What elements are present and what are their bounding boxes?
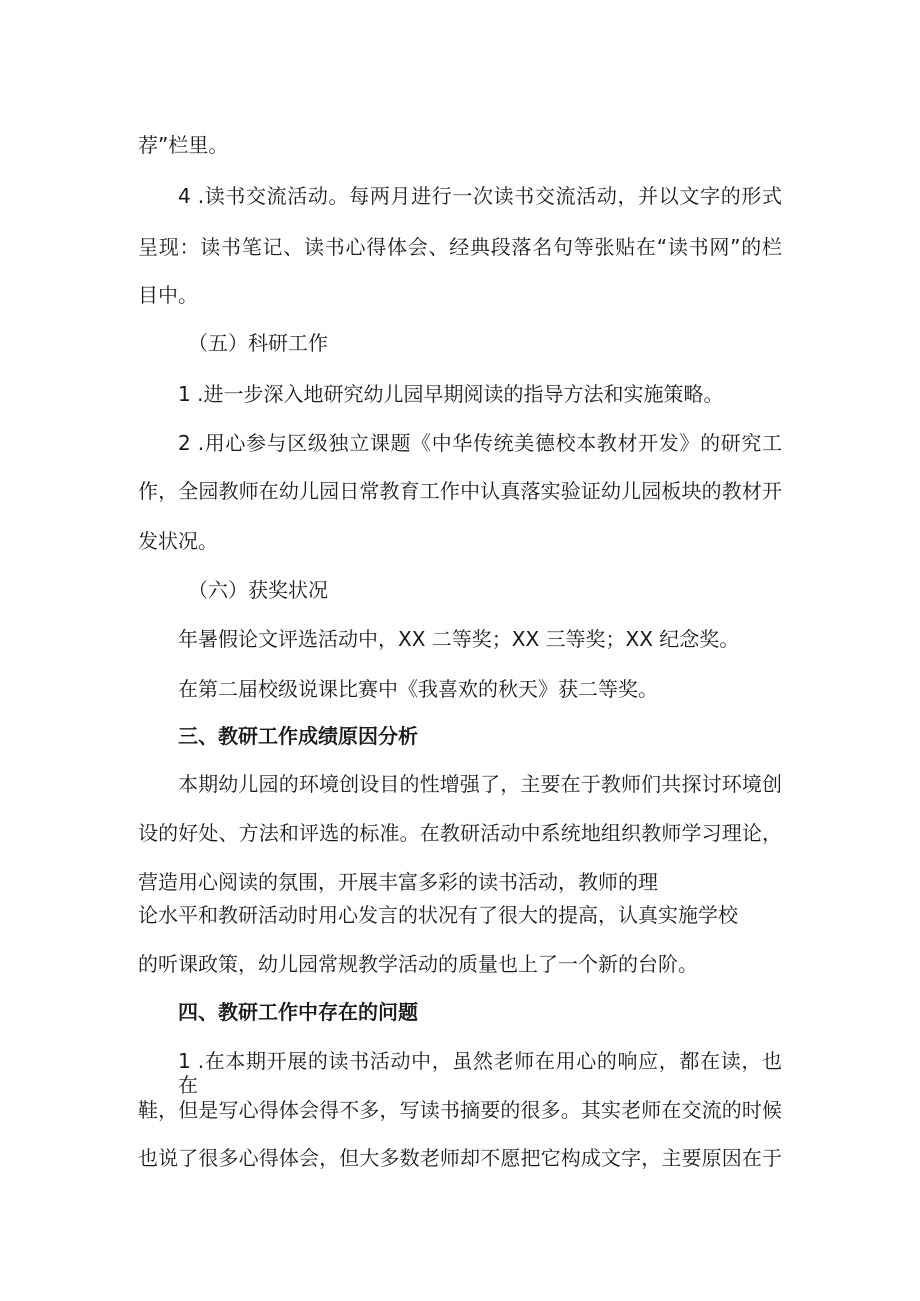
text-line-7: 2 .用心参与区级独立课题《中华传统美德校本教材开发》的研究工 [178, 431, 782, 455]
text-line-18: 的听课政策，幼儿园常规教学活动的质量也上了一个新的台阶。 [138, 952, 698, 976]
text-line-14: 本期幼儿园的环境创设目的性增强了，主要在于教师们共探讨环境创 [178, 772, 782, 796]
text-line-16: 营造用心阅读的氛围，开展丰富多彩的读书活动，教师的理 [138, 870, 658, 894]
section-heading-5: （五）科研工作 [188, 331, 328, 355]
text-line-2: 4 .读书交流活动。每两月进行一次读书交流活动，并以文字的形式 [178, 184, 782, 208]
section-heading-4: 四、教研工作中存在的问题 [178, 1000, 418, 1024]
text-line-22: 也说了很多心得体会，但大多数老师却不愿把它构成文字，主要原因在于 [138, 1146, 782, 1170]
text-line-6: 1 .进一步深入地研究幼儿园早期阅读的指导方法和实施策略。 [178, 382, 724, 406]
text-line-15: 设的好处、方法和评选的标准。在教研活动中系统地组织教师学习理论， [138, 821, 782, 845]
section-heading-6: （六）获奖状况 [188, 578, 328, 602]
text-line-8: 作，全园教师在幼儿园日常教育工作中认真落实验证幼儿园板块的教材开 [138, 479, 782, 503]
text-line-9: 发状况。 [138, 529, 218, 553]
text-line-3: 呈现：读书笔记、读书心得体会、经典段落名句等张贴在“读书网”的栏 [138, 235, 782, 259]
text-line-20: 1 .在本期开展的读书活动中，虽然老师在用心的响应，都在读，也在 [178, 1049, 782, 1097]
text-line-12: 在第二届校级说课比赛中《我喜欢的秋天》获二等奖。 [178, 677, 658, 701]
text-line-4: 目中。 [138, 283, 198, 307]
text-line-1: 荐”栏里。 [138, 133, 229, 157]
text-line-17: 论水平和教研活动时用心发言的状况有了很大的提高，认真实施学校 [138, 903, 738, 927]
section-heading-3: 三、教研工作成绩原因分析 [178, 724, 418, 748]
text-line-11: 年暑假论文评选活动中，XX 二等奖；XX 三等奖；XX 纪念奖。 [178, 627, 740, 651]
text-line-21: 鞋，但是写心得体会得不多，写读书摘要的很多。其实老师在交流的时候 [138, 1098, 782, 1122]
